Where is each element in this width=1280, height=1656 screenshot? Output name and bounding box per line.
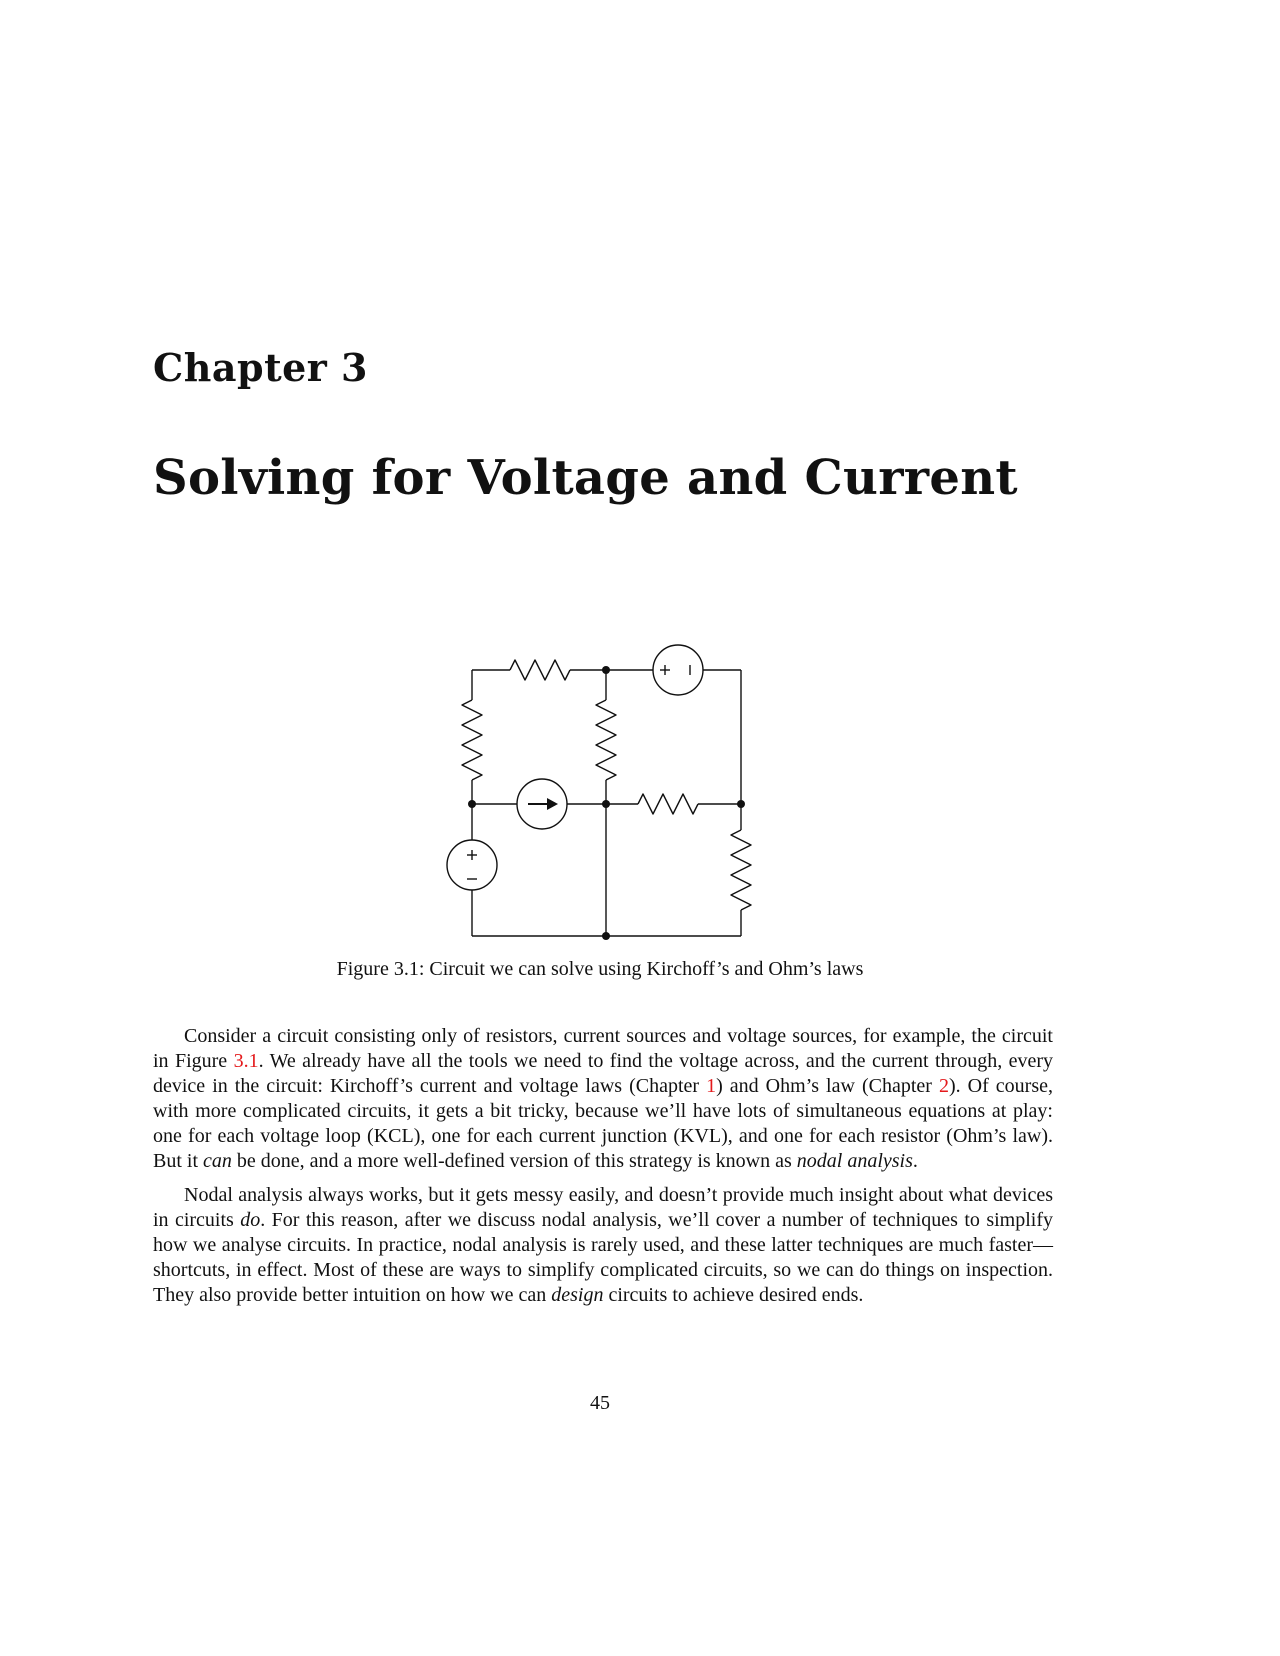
text-run: Nodal analysis always works, but it gets messy easily, and doesn’t provide much insight about what devices in circuits — [153, 1184, 1053, 1231]
top-left-resistor — [510, 660, 570, 680]
paragraph — [153, 1183, 1053, 1308]
chapter-label: Chapter 3 — [153, 345, 368, 390]
cross-reference-link[interactable]: 3.1 — [233, 1050, 259, 1072]
cross-reference-link[interactable]: 2 — [938, 1075, 949, 1097]
circuit-nodes — [468, 666, 745, 940]
text-run: circuits to achieve desired ends. — [603, 1284, 864, 1306]
text-run: Consider a circuit consisting only of resistors, current sources and voltage sources, for example, the circuit in Figure — [153, 1025, 1053, 1072]
text-run: ) and Ohm’s law (Chapter — [716, 1075, 939, 1097]
chapter-title: Solving for Voltage and Current — [153, 450, 1018, 506]
current-source-arrow — [547, 798, 558, 810]
middle-resistor — [596, 700, 616, 780]
emphasis-text: can — [203, 1150, 232, 1172]
emphasis-text: do — [240, 1209, 261, 1231]
left-resistor — [462, 700, 482, 780]
figure-caption: Figure 3.1: Circuit we can solve using Kirchoff’s and Ohm’s laws — [336, 958, 864, 980]
cross-reference-link[interactable]: 1 — [706, 1075, 717, 1097]
left-voltage-source — [447, 840, 497, 890]
text-run: ). Of course, with more complicated circuits, it gets a bit tricky, because we’ll have lots of simultaneous equations at play: one for each voltage loop (KCL), one for each current junction (KVL), and one for each resistor (Ohm’s law). But it — [153, 1075, 1053, 1172]
text-run: . For this reason, after we discuss nodal analysis, we’ll cover a number of techniques to simplify how we analyse circuits. In practice, nodal analysis is rarely used, and these latter techniques are much faster—shortcuts, in effect. Most of these are ways to simplify complicated circuits, so we can do things on inspection. They also provide better intuition on how we can — [153, 1209, 1053, 1306]
text-run: . We already have all the tools we need to find the voltage across, and the current through, every device in the circuit: Kirchoff’s current and voltage laws (Chapter — [153, 1050, 1053, 1097]
page-number: 45 — [590, 1392, 610, 1414]
emphasis-text: design — [551, 1284, 604, 1306]
text-run: be done, and a more well-defined version of this strategy is known as — [231, 1150, 797, 1172]
current-source — [517, 779, 567, 829]
emphasis-text: nodal analysis — [796, 1150, 913, 1172]
bottom-right-resistor — [731, 830, 751, 910]
body-text — [153, 1024, 1053, 1317]
text-run: . — [912, 1150, 918, 1172]
top-voltage-source — [653, 645, 703, 695]
circuit-wires — [472, 670, 741, 936]
right-middle-resistor — [638, 794, 698, 814]
paragraph — [153, 1024, 1053, 1174]
